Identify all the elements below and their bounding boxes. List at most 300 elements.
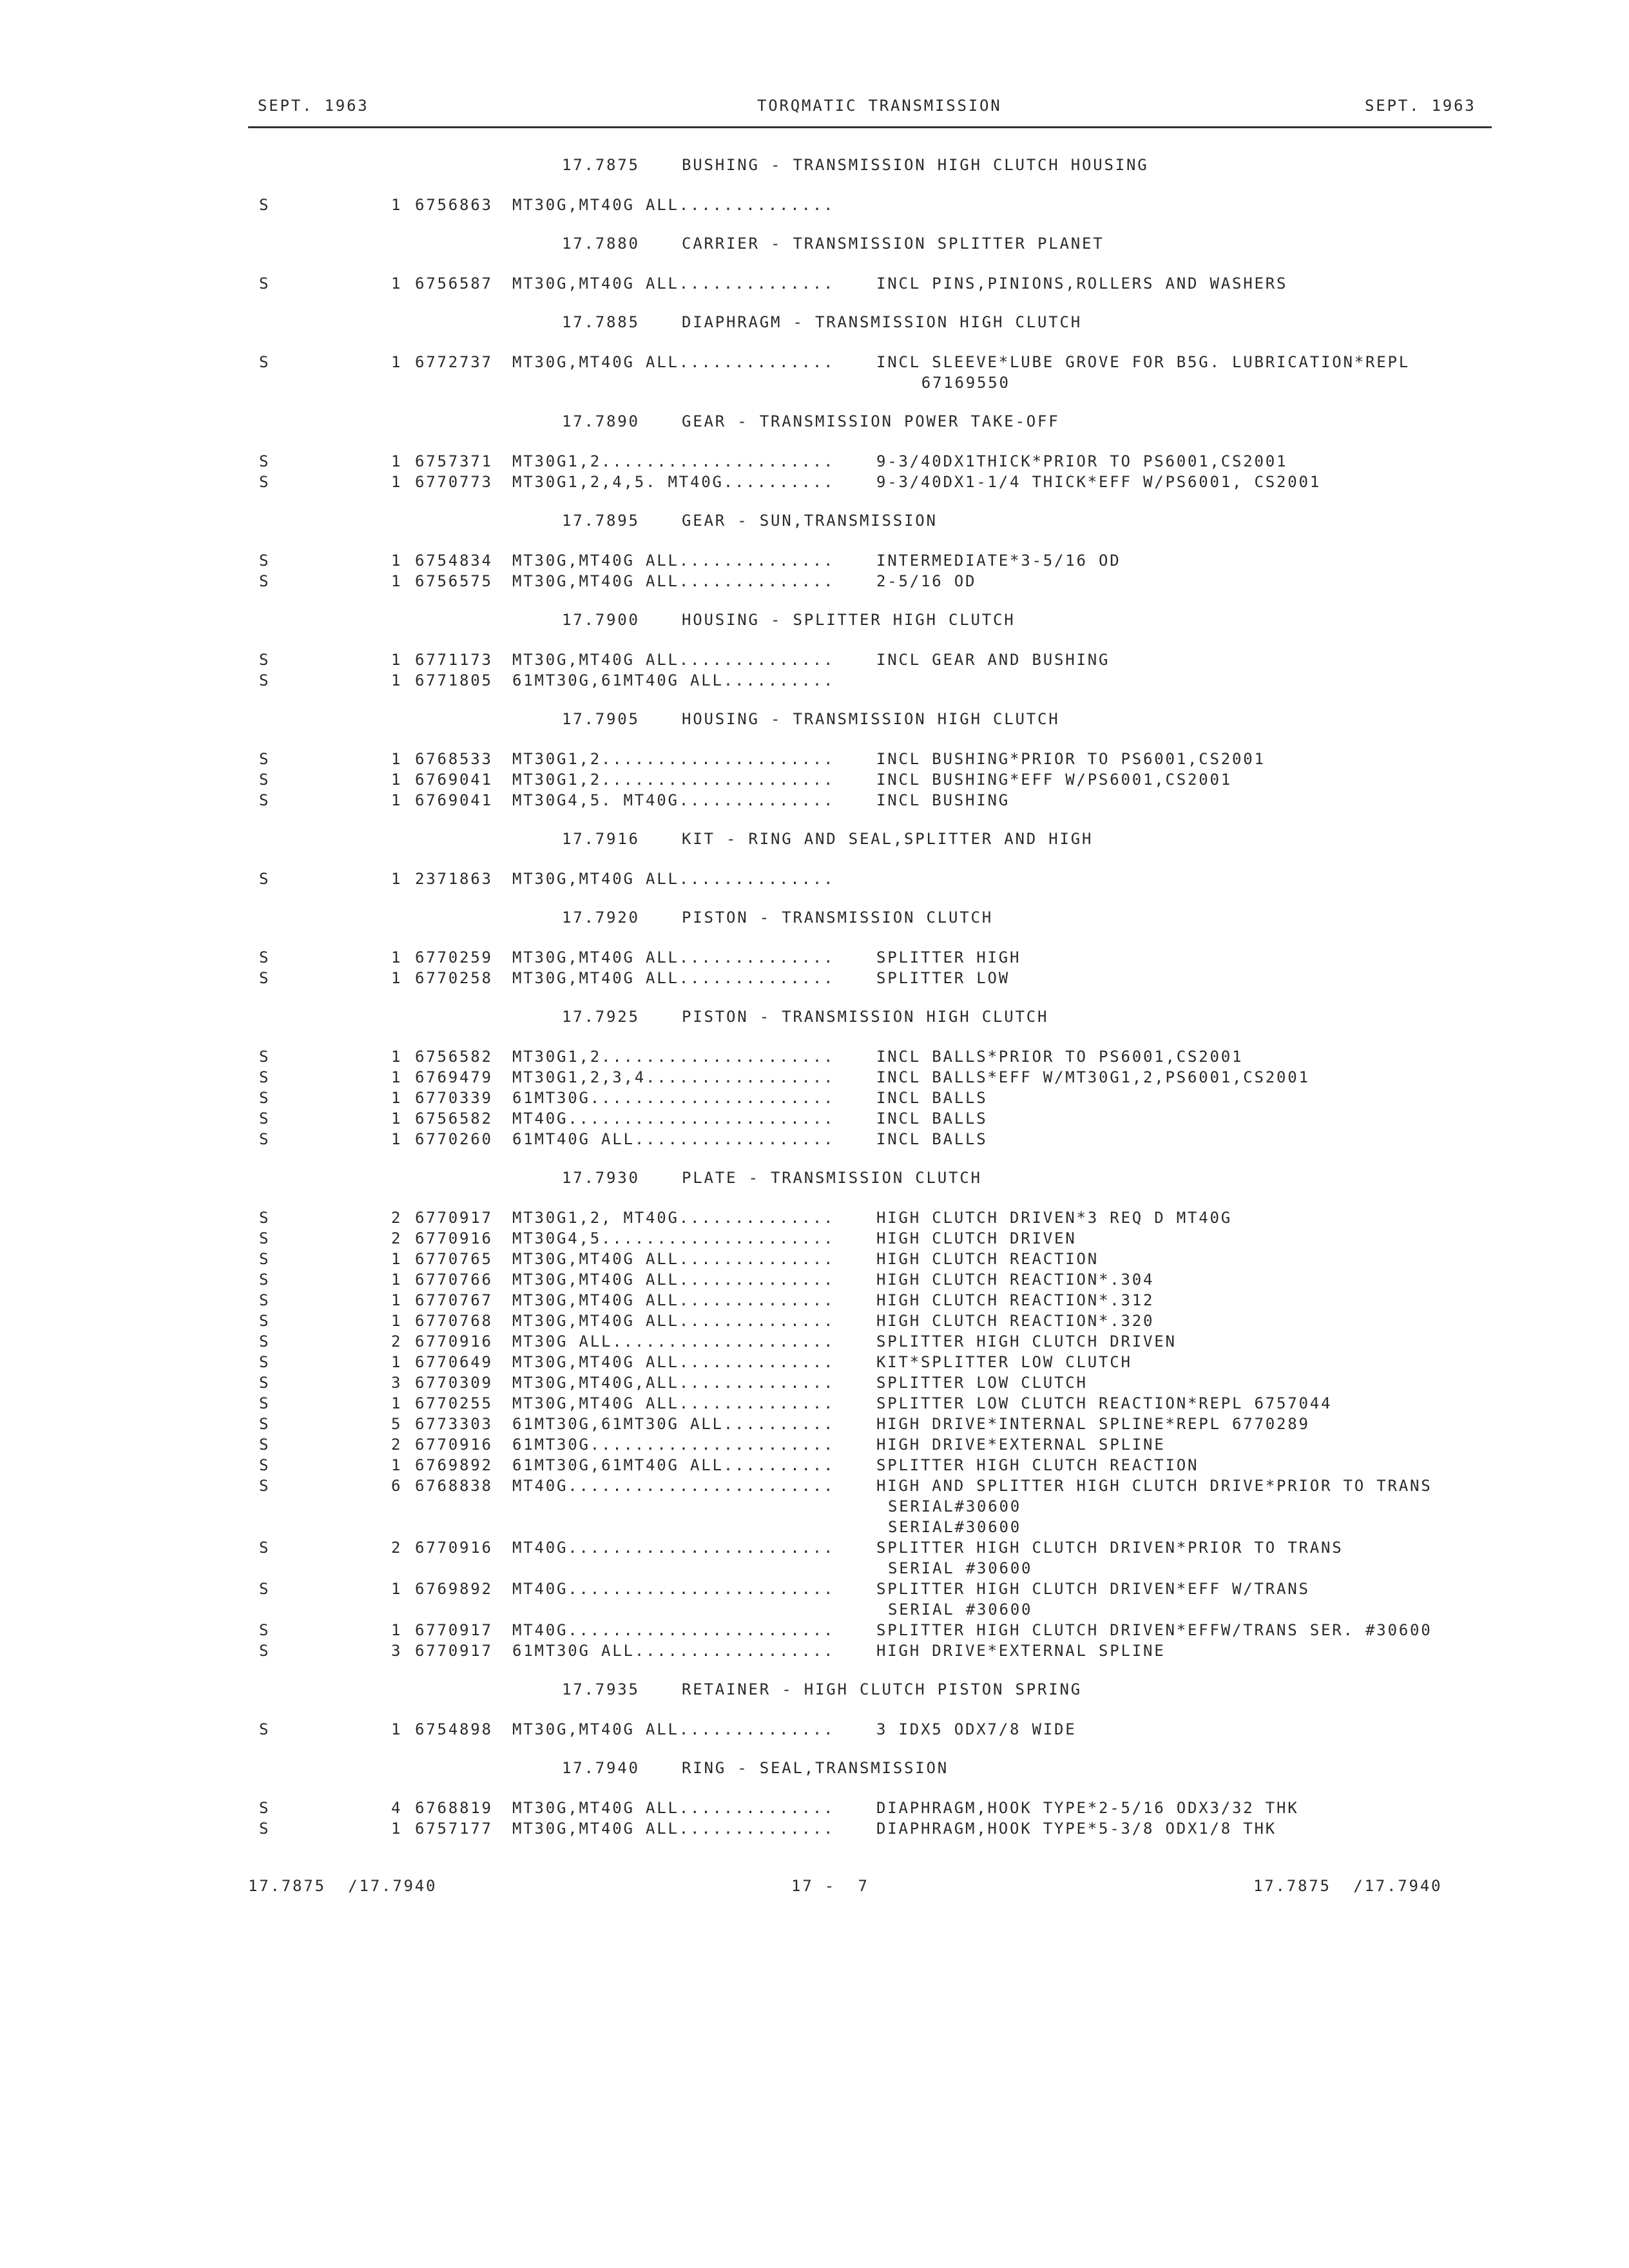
section-number: 17.7900 [562, 611, 640, 629]
quantity: 5 [391, 1415, 403, 1433]
part-number: 6754834 [415, 552, 493, 570]
part-row [0, 1374, 1629, 1394]
model-applicability: 61MT30G...................... [512, 1436, 835, 1454]
part-number: 6769892 [415, 1456, 493, 1474]
section-title [0, 1169, 1629, 1195]
source-code: S [259, 473, 271, 491]
section-description: HOUSING - SPLITTER HIGH CLUTCH [682, 611, 1016, 629]
source-code: S [259, 1642, 271, 1660]
part-row [0, 1271, 1629, 1291]
source-code: S [259, 1089, 271, 1107]
source-code: S [259, 1580, 271, 1598]
model-applicability: MT40G........................ [512, 1477, 835, 1495]
quantity: 1 [391, 791, 403, 809]
part-number: 6756587 [415, 274, 493, 293]
part-note-continued: SERIAL #30600 [888, 1559, 1033, 1577]
part-number: 6757371 [415, 452, 493, 470]
part-note: 9-3/40DX1-1/4 THICK*EFF W/PS6001, CS2001 [876, 473, 1321, 491]
section-number: 17.7880 [562, 235, 640, 253]
section [0, 156, 1629, 216]
quantity: 1 [391, 572, 403, 590]
model-applicability: MT30G1,2..................... [512, 771, 835, 789]
part-number: 6769892 [415, 1580, 493, 1598]
source-code: S [259, 1068, 271, 1086]
part-note: SPLITTER LOW CLUTCH [876, 1374, 1088, 1392]
quantity: 1 [391, 1621, 403, 1639]
part-note: HIGH DRIVE*EXTERNAL SPLINE [876, 1436, 1166, 1454]
source-code: S [259, 771, 271, 789]
part-number: 6770917 [415, 1209, 493, 1227]
section [0, 710, 1629, 812]
source-code: S [259, 1374, 271, 1392]
section [0, 235, 1629, 295]
source-code: S [259, 1110, 271, 1128]
model-applicability: MT30G,MT40G ALL.............. [512, 1291, 835, 1309]
part-row [0, 1820, 1629, 1840]
part-number: 6769041 [415, 791, 493, 809]
source-code: S [259, 671, 271, 689]
part-note-continued: SERIAL#30600 [888, 1497, 1021, 1515]
part-row [0, 1415, 1629, 1436]
part-number: 6770259 [415, 948, 493, 966]
section [0, 412, 1629, 494]
model-applicability: MT30G,MT40G ALL.............. [512, 1394, 835, 1412]
part-row [0, 274, 1629, 295]
part-number: 6756582 [415, 1048, 493, 1066]
quantity: 2 [391, 1229, 403, 1247]
part-note-continued: 67169550 [888, 374, 1010, 392]
quantity: 1 [391, 1456, 403, 1474]
model-applicability: MT30G1,2..................... [512, 452, 835, 470]
part-note-continuation [0, 1518, 1629, 1539]
part-number: 6770339 [415, 1089, 493, 1107]
quantity: 1 [391, 671, 403, 689]
model-applicability: MT30G,MT40G ALL.............. [512, 353, 835, 371]
section-title [0, 1680, 1629, 1706]
part-row [0, 1130, 1629, 1151]
model-applicability: 61MT30G ALL.................. [512, 1642, 835, 1660]
section-number: 17.7895 [562, 512, 640, 530]
part-note: DIAPHRAGM,HOOK TYPE*2-5/16 ODX3/32 THK [876, 1799, 1299, 1817]
model-applicability: MT30G,MT40G ALL.............. [512, 1720, 835, 1738]
model-applicability: MT30G,MT40G ALL.............. [512, 1271, 835, 1289]
quantity: 1 [391, 771, 403, 789]
part-number: 6769041 [415, 771, 493, 789]
section-title [0, 710, 1629, 736]
part-note: HIGH CLUTCH DRIVEN [876, 1229, 1077, 1247]
part-row [0, 1068, 1629, 1089]
part-note: 9-3/40DX1THICK*PRIOR TO PS6001,CS2001 [876, 452, 1288, 470]
part-number: 6771805 [415, 671, 493, 689]
part-row [0, 552, 1629, 572]
part-number: 6770773 [415, 473, 493, 491]
source-code: S [259, 1799, 271, 1817]
part-number: 6770309 [415, 1374, 493, 1392]
part-row [0, 969, 1629, 990]
section-title [0, 1008, 1629, 1033]
part-number: 2371863 [415, 870, 493, 888]
part-row [0, 1720, 1629, 1741]
section-number: 17.7935 [562, 1680, 640, 1698]
model-applicability: MT30G,MT40G ALL.............. [512, 572, 835, 590]
quantity: 6 [391, 1477, 403, 1495]
source-code: S [259, 1209, 271, 1227]
source-code: S [259, 750, 271, 768]
section-description: HOUSING - TRANSMISSION HIGH CLUTCH [682, 710, 1060, 728]
part-row [0, 1332, 1629, 1353]
section-description: GEAR - SUN,TRANSMISSION [682, 512, 938, 530]
part-number: 6770917 [415, 1642, 493, 1660]
model-applicability: MT30G4,5. MT40G.............. [512, 791, 835, 809]
part-number: 6770255 [415, 1394, 493, 1412]
quantity: 3 [391, 1642, 403, 1660]
section-description: DIAPHRAGM - TRANSMISSION HIGH CLUTCH [682, 313, 1082, 331]
part-number: 6770768 [415, 1312, 493, 1330]
part-number: 6754898 [415, 1720, 493, 1738]
model-applicability: MT30G1,2,4,5. MT40G.......... [512, 473, 835, 491]
part-note: HIGH CLUTCH REACTION*.312 [876, 1291, 1155, 1309]
quantity: 1 [391, 1068, 403, 1086]
part-note: INCL BALLS [876, 1089, 988, 1107]
part-note: DIAPHRAGM,HOOK TYPE*5-3/8 ODX1/8 THK [876, 1820, 1277, 1838]
quantity: 1 [391, 353, 403, 371]
part-note: INCL BALLS*PRIOR TO PS6001,CS2001 [876, 1048, 1244, 1066]
source-code: S [259, 791, 271, 809]
part-row [0, 1436, 1629, 1456]
section [0, 908, 1629, 990]
source-code: S [259, 651, 271, 669]
section-title [0, 830, 1629, 856]
model-applicability: MT30G,MT40G ALL.............. [512, 948, 835, 966]
section-description: BUSHING - TRANSMISSION HIGH CLUTCH HOUSING [682, 156, 1149, 174]
source-code: S [259, 1820, 271, 1838]
model-applicability: 61MT30G,61MT40G ALL.......... [512, 1456, 835, 1474]
section-number: 17.7925 [562, 1008, 640, 1026]
quantity: 4 [391, 1799, 403, 1817]
model-applicability: MT30G,MT40G ALL.............. [512, 274, 835, 293]
source-code: S [259, 1394, 271, 1412]
header-rule [248, 126, 1492, 128]
parts-list [0, 149, 1629, 1858]
part-number: 6773303 [415, 1415, 493, 1433]
part-row [0, 870, 1629, 890]
model-applicability: MT30G,MT40G ALL.............. [512, 651, 835, 669]
part-number: 6770916 [415, 1229, 493, 1247]
part-number: 6770916 [415, 1436, 493, 1454]
quantity: 1 [391, 948, 403, 966]
quantity: 1 [391, 1048, 403, 1066]
section-title [0, 235, 1629, 260]
part-number: 6770766 [415, 1271, 493, 1289]
part-note: INCL BUSHING*EFF W/PS6001,CS2001 [876, 771, 1232, 789]
part-note: INCL BALLS [876, 1110, 988, 1128]
source-code: S [259, 870, 271, 888]
model-applicability: 61MT30G...................... [512, 1089, 835, 1107]
part-number: 6770917 [415, 1621, 493, 1639]
part-number: 6771173 [415, 651, 493, 669]
part-note: SPLITTER HIGH CLUTCH REACTION [876, 1456, 1199, 1474]
part-number: 6756582 [415, 1110, 493, 1128]
part-row [0, 196, 1629, 216]
part-row [0, 1353, 1629, 1374]
footer-page-number: 17 - 7 [791, 1877, 869, 1895]
part-row [0, 651, 1629, 671]
part-row [0, 1250, 1629, 1271]
section [0, 1008, 1629, 1151]
source-code: S [259, 552, 271, 570]
model-applicability: MT30G,MT40G ALL.............. [512, 1353, 835, 1371]
part-number: 6770649 [415, 1353, 493, 1371]
part-row [0, 1089, 1629, 1110]
model-applicability: MT30G,MT40G ALL.............. [512, 1250, 835, 1268]
header-date-right: SEPT. 1963 [1365, 97, 1476, 115]
section-title [0, 412, 1629, 438]
part-row [0, 1456, 1629, 1477]
part-row [0, 1621, 1629, 1642]
source-code: S [259, 1048, 271, 1066]
part-note: SPLITTER HIGH CLUTCH DRIVEN*EFF W/TRANS [876, 1580, 1310, 1598]
quantity: 1 [391, 1110, 403, 1128]
part-note: SPLITTER LOW CLUTCH REACTION*REPL 6757044 [876, 1394, 1333, 1412]
quantity: 1 [391, 1580, 403, 1598]
source-code: S [259, 572, 271, 590]
quantity: 2 [391, 1209, 403, 1227]
quantity: 1 [391, 1820, 403, 1838]
model-applicability: MT30G,MT40G ALL.............. [512, 870, 835, 888]
source-code: S [259, 1271, 271, 1289]
model-applicability: MT30G ALL.................... [512, 1332, 835, 1350]
source-code: S [259, 969, 271, 987]
part-row [0, 1209, 1629, 1229]
quantity: 1 [391, 1312, 403, 1330]
part-note-continued: SERIAL #30600 [888, 1600, 1033, 1619]
quantity: 1 [391, 1353, 403, 1371]
quantity: 2 [391, 1436, 403, 1454]
part-note: SPLITTER HIGH [876, 948, 1021, 966]
model-applicability: MT30G1,2..................... [512, 750, 835, 768]
section-title [0, 1759, 1629, 1785]
part-number: 6770258 [415, 969, 493, 987]
model-applicability: MT30G1,2, MT40G.............. [512, 1209, 835, 1227]
part-note: HIGH DRIVE*INTERNAL SPLINE*REPL 6770289 [876, 1415, 1310, 1433]
part-row [0, 473, 1629, 494]
model-applicability: MT30G1,2,3,4................. [512, 1068, 835, 1086]
part-row [0, 452, 1629, 473]
source-code: S [259, 948, 271, 966]
part-row [0, 750, 1629, 771]
model-applicability: MT40G........................ [512, 1580, 835, 1598]
footer-range-right: 17.7875 /17.7940 [1253, 1877, 1443, 1895]
part-note-continuation [0, 374, 1629, 394]
model-applicability: MT40G........................ [512, 1110, 835, 1128]
model-applicability: 61MT30G,61MT30G ALL.......... [512, 1415, 835, 1433]
part-row [0, 353, 1629, 374]
section-number: 17.7930 [562, 1169, 640, 1187]
quantity: 3 [391, 1374, 403, 1392]
quantity: 1 [391, 1394, 403, 1412]
part-note: INCL BALLS [876, 1130, 988, 1148]
part-row [0, 1477, 1629, 1497]
part-note-continuation [0, 1497, 1629, 1518]
part-row [0, 791, 1629, 812]
section-number: 17.7905 [562, 710, 640, 728]
source-code: S [259, 1621, 271, 1639]
part-number: 6757177 [415, 1820, 493, 1838]
source-code: S [259, 1456, 271, 1474]
source-code: S [259, 1436, 271, 1454]
source-code: S [259, 452, 271, 470]
part-number: 6772737 [415, 353, 493, 371]
section-description: KIT - RING AND SEAL,SPLITTER AND HIGH [682, 830, 1094, 848]
part-note: SPLITTER LOW [876, 969, 1010, 987]
model-applicability: MT30G,MT40G ALL.............. [512, 1312, 835, 1330]
section [0, 611, 1629, 692]
quantity: 2 [391, 1332, 403, 1350]
source-code: S [259, 1477, 271, 1495]
part-note: HIGH CLUTCH REACTION*.320 [876, 1312, 1155, 1330]
quantity: 1 [391, 1271, 403, 1289]
quantity: 1 [391, 651, 403, 669]
part-number: 6768838 [415, 1477, 493, 1495]
part-note: HIGH CLUTCH REACTION*.304 [876, 1271, 1155, 1289]
quantity: 1 [391, 969, 403, 987]
part-number: 6768533 [415, 750, 493, 768]
part-note-continuation [0, 1559, 1629, 1580]
quantity: 1 [391, 552, 403, 570]
part-note: 2-5/16 OD [876, 572, 977, 590]
model-applicability: 61MT40G ALL.................. [512, 1130, 835, 1148]
model-applicability: MT30G,MT40G ALL.............. [512, 196, 835, 214]
header-date-left: SEPT. 1963 [258, 97, 369, 115]
source-code: S [259, 1312, 271, 1330]
part-number: 6756863 [415, 196, 493, 214]
quantity: 1 [391, 274, 403, 293]
part-note: KIT*SPLITTER LOW CLUTCH [876, 1353, 1132, 1371]
part-note: HIGH AND SPLITTER HIGH CLUTCH DRIVE*PRIOR TO TRANS [876, 1477, 1432, 1495]
quantity: 1 [391, 473, 403, 491]
quantity: 1 [391, 1720, 403, 1738]
section-description: PLATE - TRANSMISSION CLUTCH [682, 1169, 982, 1187]
section-description: GEAR - TRANSMISSION POWER TAKE-OFF [682, 412, 1060, 430]
source-code: S [259, 1539, 271, 1557]
section [0, 1169, 1629, 1662]
part-row [0, 1642, 1629, 1662]
part-note: INCL BALLS*EFF W/MT30G1,2,PS6001,CS2001 [876, 1068, 1310, 1086]
quantity: 1 [391, 750, 403, 768]
source-code: S [259, 1415, 271, 1433]
model-applicability: MT30G,MT40G ALL.............. [512, 1799, 835, 1817]
source-code: S [259, 353, 271, 371]
section-description: PISTON - TRANSMISSION HIGH CLUTCH [682, 1008, 1049, 1026]
model-applicability: MT30G,MT40G ALL.............. [512, 969, 835, 987]
source-code: S [259, 196, 271, 214]
part-row [0, 671, 1629, 692]
part-number: 6770916 [415, 1539, 493, 1557]
section-title [0, 611, 1629, 637]
part-note: INCL SLEEVE*LUBE GROVE FOR B5G. LUBRICATION*REPL [876, 353, 1410, 371]
quantity: 1 [391, 1130, 403, 1148]
quantity: 1 [391, 196, 403, 214]
part-note: HIGH CLUTCH DRIVEN*3 REQ D MT40G [876, 1209, 1232, 1227]
part-row [0, 1539, 1629, 1559]
section [0, 512, 1629, 593]
section-number: 17.7940 [562, 1759, 640, 1777]
model-applicability: MT30G,MT40G ALL.............. [512, 1820, 835, 1838]
part-note: SPLITTER HIGH CLUTCH DRIVEN*EFFW/TRANS SER. #30600 [876, 1621, 1432, 1639]
part-number: 6769479 [415, 1068, 493, 1086]
section-description: RING - SEAL,TRANSMISSION [682, 1759, 949, 1777]
model-applicability: MT30G4,5..................... [512, 1229, 835, 1247]
quantity: 1 [391, 870, 403, 888]
model-applicability: MT30G,MT40G,ALL.............. [512, 1374, 835, 1392]
part-note: 3 IDX5 ODX7/8 WIDE [876, 1720, 1077, 1738]
part-number: 6768819 [415, 1799, 493, 1817]
part-note-continued: SERIAL#30600 [888, 1518, 1021, 1536]
section-description: RETAINER - HIGH CLUTCH PISTON SPRING [682, 1680, 1082, 1698]
header-title: TORQMATIC TRANSMISSION [757, 97, 1002, 115]
part-row [0, 948, 1629, 969]
part-note: INCL BUSHING*PRIOR TO PS6001,CS2001 [876, 750, 1266, 768]
source-code: S [259, 274, 271, 293]
section-title [0, 908, 1629, 934]
part-note: INCL PINS,PINIONS,ROLLERS AND WASHERS [876, 274, 1288, 293]
part-note: INCL BUSHING [876, 791, 1010, 809]
part-number: 6770767 [415, 1291, 493, 1309]
source-code: S [259, 1720, 271, 1738]
part-row [0, 1291, 1629, 1312]
source-code: S [259, 1130, 271, 1148]
section-description: PISTON - TRANSMISSION CLUTCH [682, 908, 993, 927]
part-row [0, 1394, 1629, 1415]
model-applicability: 61MT30G,61MT40G ALL.......... [512, 671, 835, 689]
section-number: 17.7890 [562, 412, 640, 430]
part-row [0, 1048, 1629, 1068]
part-number: 6770916 [415, 1332, 493, 1350]
source-code: S [259, 1332, 271, 1350]
part-row [0, 1580, 1629, 1600]
part-note: HIGH DRIVE*EXTERNAL SPLINE [876, 1642, 1166, 1660]
section-number: 17.7916 [562, 830, 640, 848]
part-note: SPLITTER HIGH CLUTCH DRIVEN*PRIOR TO TRANS [876, 1539, 1344, 1557]
part-note: INCL GEAR AND BUSHING [876, 651, 1110, 669]
section-title [0, 313, 1629, 339]
model-applicability: MT40G........................ [512, 1621, 835, 1639]
part-row [0, 1799, 1629, 1820]
part-note: SPLITTER HIGH CLUTCH DRIVEN [876, 1332, 1177, 1350]
part-row [0, 572, 1629, 593]
model-applicability: MT30G,MT40G ALL.............. [512, 552, 835, 570]
quantity: 1 [391, 1089, 403, 1107]
section [0, 313, 1629, 394]
quantity: 1 [391, 452, 403, 470]
section [0, 1680, 1629, 1741]
section-number: 17.7875 [562, 156, 640, 174]
footer-range-left: 17.7875 /17.7940 [248, 1877, 438, 1895]
section-title [0, 512, 1629, 537]
model-applicability: MT40G........................ [512, 1539, 835, 1557]
source-code: S [259, 1229, 271, 1247]
part-number: 6770765 [415, 1250, 493, 1268]
source-code: S [259, 1291, 271, 1309]
part-row [0, 1312, 1629, 1332]
section [0, 1759, 1629, 1840]
source-code: S [259, 1250, 271, 1268]
section-title [0, 156, 1629, 182]
source-code: S [259, 1353, 271, 1371]
section [0, 830, 1629, 890]
section-description: CARRIER - TRANSMISSION SPLITTER PLANET [682, 235, 1104, 253]
quantity: 1 [391, 1291, 403, 1309]
